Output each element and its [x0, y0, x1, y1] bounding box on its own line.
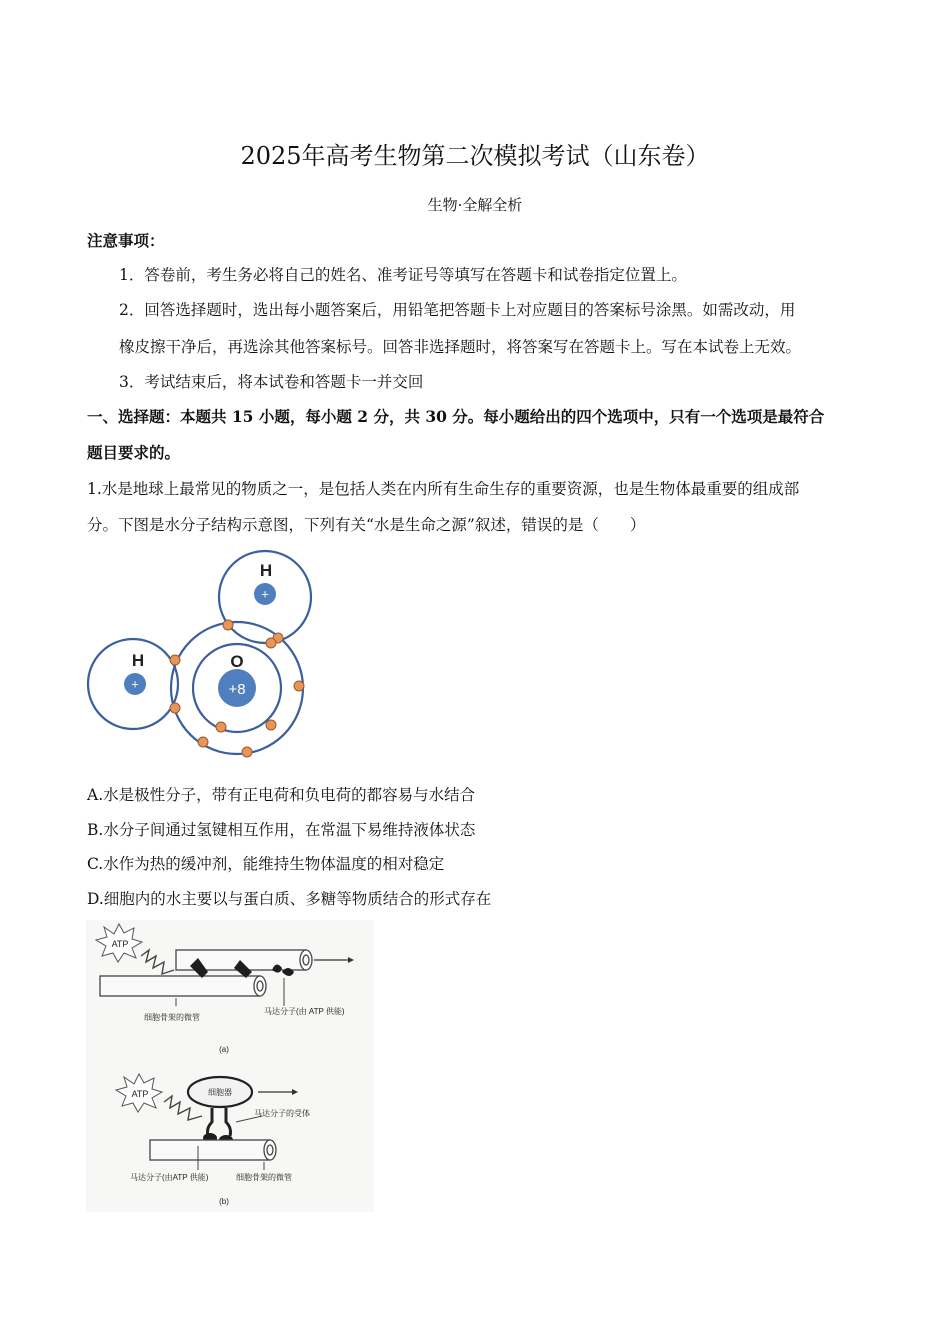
- label-receptor: 马达分子的受体: [254, 1109, 310, 1118]
- electron: [242, 747, 252, 757]
- microtubule-b: [150, 1140, 270, 1160]
- plus-sign: +: [131, 676, 139, 692]
- oxygen-charge: +8: [228, 681, 246, 698]
- section-heading-cont: 题目要求的。: [87, 443, 181, 462]
- electron: [170, 655, 180, 665]
- label-motor-b: 马达分子(由ATP 供能): [130, 1173, 209, 1182]
- electron: [266, 720, 276, 730]
- notice-item: 3．考试结束后，将本试卷和答题卡一并交回: [119, 373, 424, 391]
- plus-sign: +: [261, 586, 269, 602]
- atp-label: ATP: [131, 1089, 149, 1099]
- notice-heading: 注意事项：: [87, 231, 165, 250]
- microtubule-front: [100, 976, 260, 996]
- water-molecule-diagram: [85, 548, 315, 758]
- option-a: A.水是极性分子，带有正电荷和负电荷的都容易与水结合: [87, 786, 476, 804]
- motor-protein-figure: [86, 920, 374, 1212]
- label-microtubule-b: 细胞骨架的微管: [236, 1173, 292, 1182]
- electron: [216, 722, 226, 732]
- electron: [266, 638, 276, 648]
- electron: [223, 620, 233, 630]
- notice-item: 橡皮擦干净后，再选涂其他答案标号。回答非选择题时，将答案写在答题卡上。写在本试卷上无效。: [119, 338, 802, 356]
- question-stem-cont: 分。下图是水分子结构示意图，下列有关“水是生命之源”叙述，错误的是（ ）: [87, 516, 646, 534]
- label-microtubule: 细胞骨架的微管: [144, 1013, 200, 1022]
- atp-label: ATP: [111, 939, 129, 949]
- electron: [294, 681, 304, 691]
- section-heading: 一、选择题：本题共 15 小题，每小题 2 分，共 30 分。每小题给出的四个选项中，只有一个选项是最符合: [87, 407, 825, 426]
- option-c: C.水作为热的缓冲剂，能维持生物体温度的相对稳定: [87, 855, 445, 873]
- electron: [198, 737, 208, 747]
- notice-item: 2．回答选择题时，选出每小题答案后，用铅笔把答题卡上对应题目的答案标号涂黑。如需改动，用: [119, 301, 796, 319]
- organelle-label: 细胞器: [208, 1088, 232, 1097]
- option-b: B.水分子间通过氢键相互作用，在常温下易维持液体状态: [87, 821, 476, 839]
- oxygen-label: O: [230, 652, 244, 671]
- hydrogen-top-label: H: [259, 561, 273, 580]
- hydrogen-left-label: H: [131, 651, 145, 670]
- page-title: 2025年高考生物第二次模拟考试（山东卷）: [240, 142, 710, 170]
- caption-a: (a): [219, 1045, 229, 1054]
- question-stem: 1.水是地球上最常见的物质之一，是包括人类在内所有生命生存的重要资源，也是生物体最重要的组成部: [87, 480, 800, 498]
- label-motor: 马达分子(由 ATP 供能): [264, 1007, 345, 1016]
- electron: [170, 703, 180, 713]
- notice-item: 1．答卷前，考生务必将自己的姓名、准考证号等填写在答题卡和试卷指定位置上。: [119, 266, 687, 284]
- caption-b: (b): [219, 1197, 229, 1206]
- option-d: D.细胞内的水主要以与蛋白质、多糖等物质结合的形式存在: [87, 890, 492, 908]
- page-subtitle: 生物·全解全析: [427, 196, 523, 214]
